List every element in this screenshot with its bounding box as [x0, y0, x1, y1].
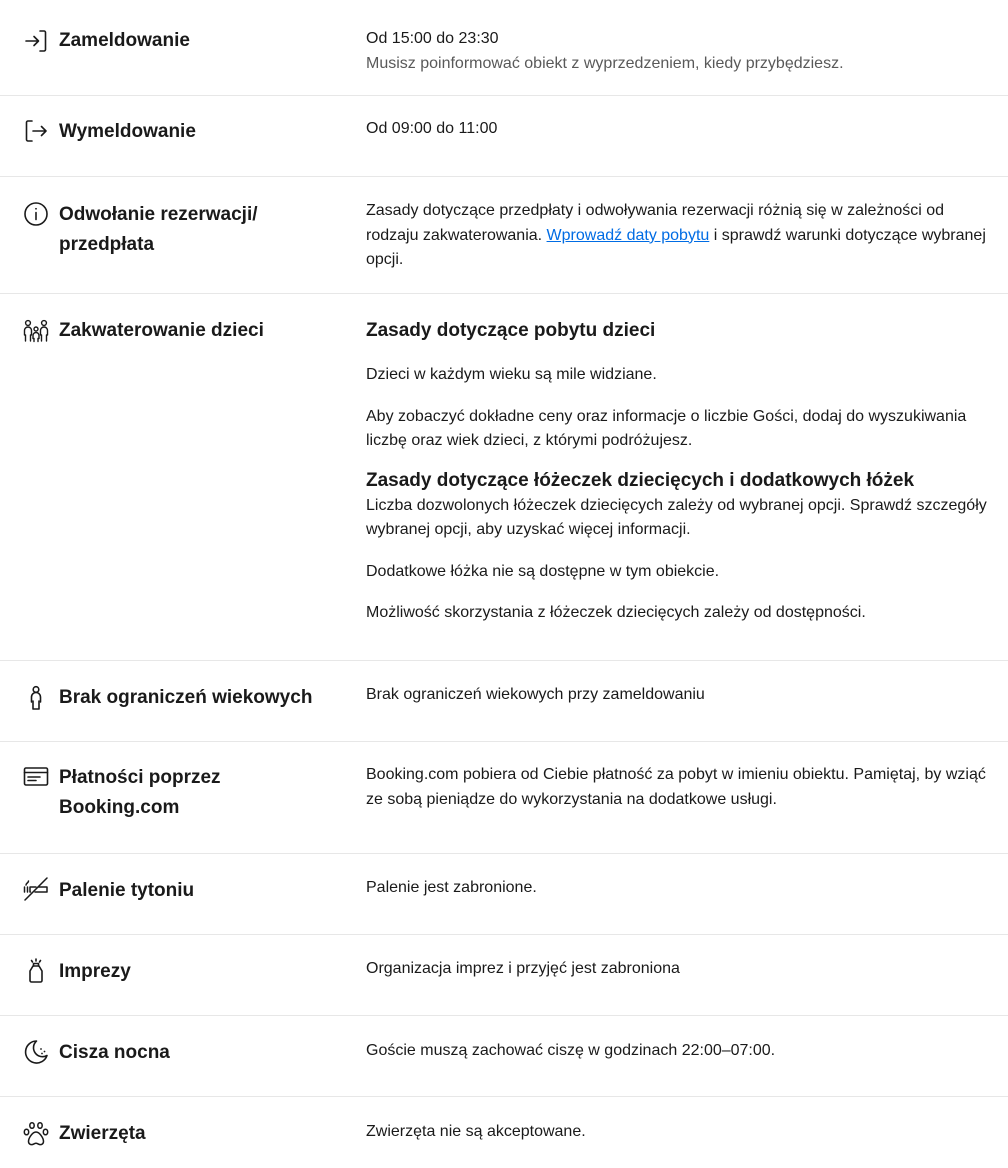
family-icon — [23, 318, 49, 344]
quiet-text: Goście muszą zachować ciszę w godzinach 22:00–07:00. — [366, 1042, 776, 1059]
checkin-arrow-icon — [23, 28, 49, 54]
rule-label: Cisza nocna — [59, 1042, 170, 1063]
cots-heading: Zasady dotyczące łóżeczek dziecięcych i dodatkowych łóżek — [366, 469, 915, 491]
rule-content — [366, 27, 996, 76]
cots-paragraph: Możliwość skorzystania z łóżeczek dziecięcych zależy od dostępności. — [366, 604, 866, 621]
rule-content — [366, 1039, 996, 1064]
party-bottle-icon — [23, 958, 49, 984]
rule-content — [366, 1120, 996, 1145]
rule-label — [59, 200, 349, 260]
children-paragraph: Dzieci w każdym wieku są mile widziane. — [366, 366, 657, 383]
no-smoking-icon — [23, 876, 49, 902]
rule-smoking — [0, 854, 1008, 935]
rule-label-line: Odwołanie rezerwacji/ — [59, 204, 258, 225]
rule-parties — [0, 935, 1008, 1016]
rule-cancellation — [0, 177, 1008, 294]
rule-label: Brak ograniczeń wiekowych — [59, 687, 313, 708]
cots-paragraph: Dodatkowe łóżka nie są dostępne w tym obiekcie. — [366, 562, 720, 580]
rule-content — [366, 876, 996, 901]
rule-label: Wymeldowanie — [59, 121, 196, 142]
cancellation-text-before: Zasady dotyczące przedpłaty i odwoływania rezerwacji różnią się w zależności od rodzaju zakwaterowania. — [366, 202, 945, 244]
rule-content — [366, 957, 996, 982]
rule-quiet-hours — [0, 1016, 1008, 1097]
rule-label — [59, 763, 349, 823]
rule-content — [366, 199, 996, 273]
checkin-note: Musisz poinformować obiekt z wyprzedzeniem, kiedy przybędziesz. — [366, 54, 844, 72]
rule-label: Zameldowanie — [59, 30, 190, 51]
rule-checkout — [0, 96, 1008, 177]
rule-content — [366, 683, 996, 708]
cots-paragraph: Liczba dozwolonych łóżeczek dziecięcych zależy od wybranej opcji. Sprawdź szczegóły wybranej opcji, aby uzyskać więcej informacji. — [366, 496, 987, 538]
cancellation-text — [366, 199, 996, 273]
moon-icon — [23, 1039, 49, 1065]
age-text: Brak ograniczeń wiekowych przy zameldowaniu — [366, 686, 705, 703]
parties-text: Organizacja imprez i przyjęć jest zabroniona — [366, 960, 680, 977]
rule-content — [366, 318, 996, 626]
rule-label: Zakwaterowanie dzieci — [59, 320, 264, 341]
children-heading: Zasady dotyczące pobytu dzieci — [366, 320, 656, 341]
info-icon — [23, 201, 49, 227]
smoking-text: Palenie jest zabronione. — [366, 879, 537, 896]
rule-content — [366, 117, 996, 142]
rule-content — [366, 763, 996, 812]
rule-checkin — [0, 0, 1008, 96]
cancellation-text-after: i sprawdź warunki dotyczące wybranej opcji. — [366, 226, 986, 268]
rule-label: Zwierzęta — [59, 1123, 146, 1144]
rule-label: Palenie tytoniu — [59, 880, 195, 901]
card-icon — [23, 764, 49, 790]
rule-age — [0, 661, 1008, 742]
rule-label: Imprezy — [59, 961, 131, 982]
checkin-time: Od 15:00 do 23:30 — [366, 30, 499, 47]
checkout-time: Od 09:00 do 11:00 — [366, 120, 498, 137]
rule-label-line: Płatności poprzez — [59, 767, 221, 788]
children-paragraph: Aby zobaczyć dokładne ceny oraz informacje o liczbie Gości, dodaj do wyszukiwania liczbę oraz wiek dzieci, z którymi podróżujesz. — [366, 407, 967, 449]
payment-text: Booking.com pobiera od Ciebie płatność za pobyt w imieniu obiektu. Pamiętaj, by wziąć ze sobą pieniądze do wykorzystania na dodatkowe usługi. — [366, 766, 986, 808]
rule-payment — [0, 742, 1008, 854]
pets-text: Zwierzęta nie są akceptowane. — [366, 1123, 586, 1140]
person-icon — [23, 685, 49, 711]
rule-label-line: przedpłata — [59, 234, 155, 255]
rule-children — [0, 294, 1008, 661]
rule-pets — [0, 1097, 1008, 1168]
checkout-arrow-icon — [23, 118, 49, 144]
rule-label-line: Booking.com — [59, 797, 180, 818]
paw-icon — [23, 1121, 49, 1147]
enter-dates-link[interactable]: Wprowadź daty pobytu — [546, 226, 710, 244]
